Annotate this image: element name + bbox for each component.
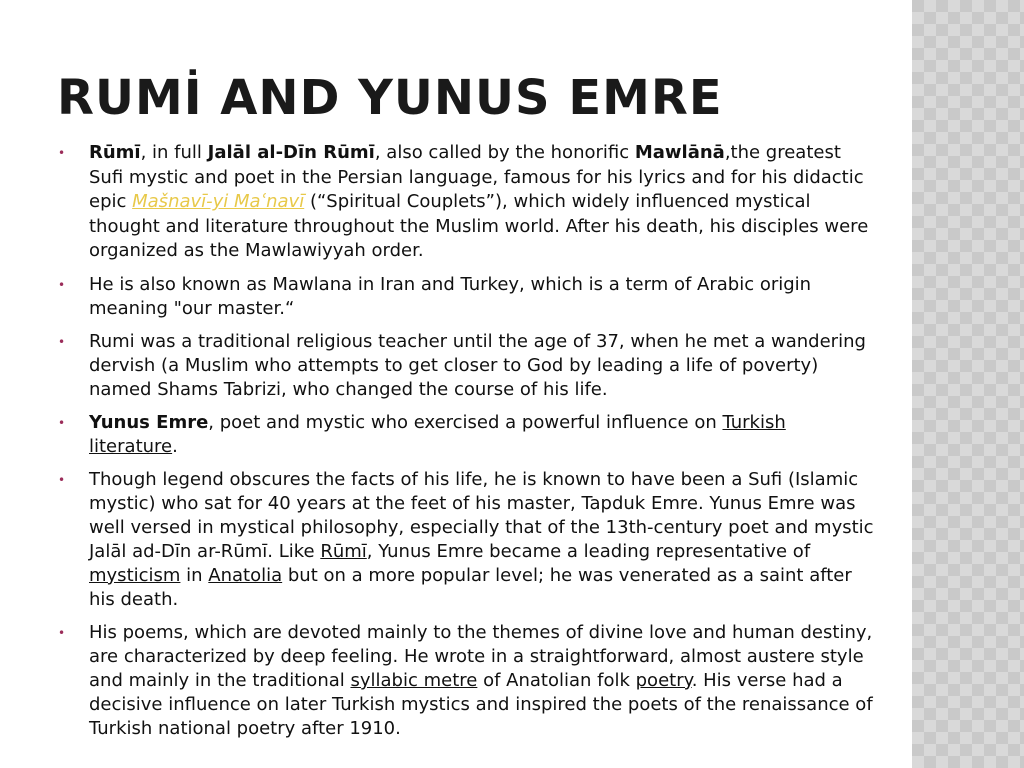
- bullet-text: His poems, which are devoted mainly to the themes of divine love and human destiny, are characterized by deep feeling. He wrote in a straightforward, almost austere style and mainly in the traditional: [89, 621, 873, 691]
- yunus-emre-name: Yunus Emre: [89, 411, 209, 433]
- bullet-icon: •: [58, 146, 66, 160]
- bullet-text: , Yunus Emre became a leading representative of: [366, 540, 811, 562]
- bullet-text: He is also known as Mawlana in Iran and Turkey, which is a term of Arabic origin meaning "our master.“: [89, 273, 812, 319]
- bullet-icon: •: [58, 625, 66, 640]
- bullet-text: . His verse had a decisive influence on later Turkish mystics and inspired the poets of the renaissance of Turkish national poetry after 1910.: [89, 669, 873, 739]
- bullet-text: , in full: [140, 142, 208, 163]
- bullet-item-mawlana: [58, 273, 878, 321]
- bullet-text: ,the greatest Sufi mystic and poet in the Persian language, famous for his lyrics and for his didactic epic: [89, 142, 864, 213]
- bullet-item-yunus-emre: [58, 411, 878, 459]
- bullet-icon: •: [58, 415, 66, 430]
- bullet-icon: •: [58, 277, 66, 292]
- turkish-literature-link[interactable]: Turkish literature: [89, 411, 786, 457]
- bullet-text: Though legend obscures the facts of his life, he is known to have been a Sufi (Islamic mystic) who sat for 40 years at the feet of his master, Tapduk Emre. Yunus Emre was well versed in mystical philosophy, especially that of the 13th-century poet and mystic Jalāl ad-Dīn ar-Rūmī. Like: [89, 468, 874, 562]
- bullet-text: , poet and mystic who exercised a powerful influence on: [208, 411, 723, 433]
- bullet-text: but on a more popular level; he was venerated as a saint after his death.: [89, 564, 852, 610]
- rumi-link[interactable]: Rūmī: [320, 540, 367, 562]
- decorative-pattern-sidebar: [912, 0, 1024, 768]
- mysticism-link[interactable]: mysticism: [89, 564, 181, 586]
- bullet-text: Rumi was a traditional religious teacher until the age of 37, when he met a wandering dervish (a Muslim who attempts to get closer to God by leading a life of poverty) named Shams Tabrizi, who changed the course of his life.: [89, 330, 866, 400]
- bullet-item-rumi-teacher: [58, 330, 878, 402]
- bullet-text: in: [180, 564, 209, 586]
- mawlana-honorific: Mawlānā: [634, 142, 725, 163]
- bullet-item-legend: [58, 468, 878, 612]
- bullet-text: , also called by the honorific: [374, 142, 635, 163]
- syllabic-metre-link[interactable]: syllabic metre: [350, 669, 478, 691]
- slide-title: RUMİ AND YUNUS EMRE: [57, 70, 723, 126]
- bullet-text: (“Spiritual Couplets”), which widely influenced mystical thought and literature throughout the Muslim world. After his death, his disciples were organized as the Mawlawiyyah order.: [89, 191, 869, 262]
- bullet-icon: •: [58, 472, 66, 487]
- bullet-text: .: [172, 435, 178, 457]
- bullet-list: [58, 141, 878, 750]
- masnavi-link[interactable]: Mašnavī-yi Maʿnavī: [132, 191, 305, 213]
- rumi-name: Rūmī: [89, 142, 141, 163]
- anatolia-link[interactable]: Anatolia: [208, 564, 283, 586]
- bullet-item-poems: [58, 621, 878, 741]
- poetry-link[interactable]: poetry: [635, 669, 692, 691]
- rumi-full-name: Jalāl al-Dīn Rūmī: [207, 142, 375, 163]
- bullet-item-rumi-intro: [58, 141, 878, 264]
- bullet-icon: •: [58, 334, 66, 349]
- bullet-text: of Anatolian folk: [477, 669, 636, 691]
